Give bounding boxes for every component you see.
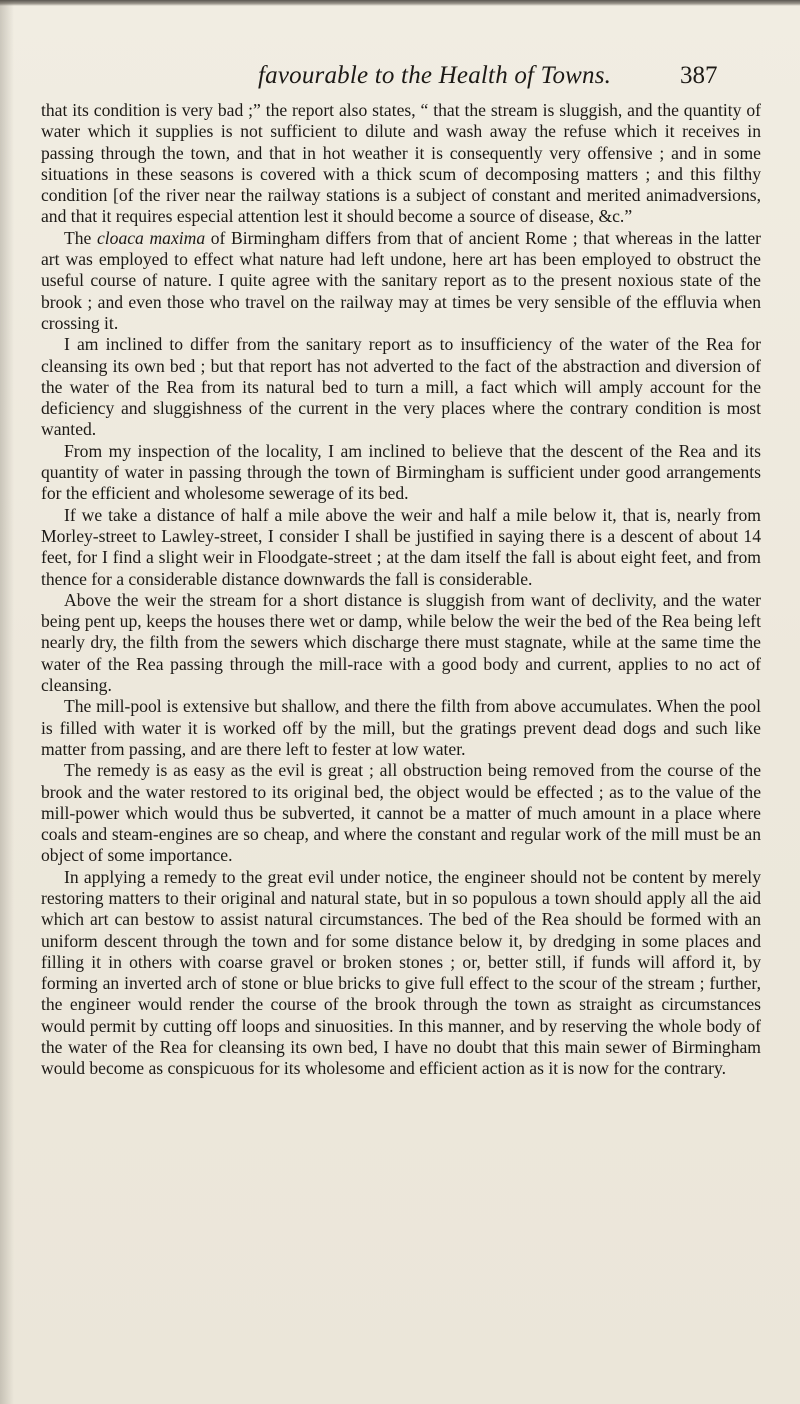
latin-phrase: cloaca maxima [96, 227, 206, 248]
paragraph: If we take a distance of half a mile above the weir and half a mile below it, that is, nearly from Morley-street to Lawley-street, I consider I shall be justified in saying there is a descent of about 14 feet, for I find a slight weir in Floodgate-street ; at the dam itself the fall is about eight feet, and from thence for a considerable distance downwards the fall is considerable. [41, 504, 761, 589]
binding-shadow [0, 0, 14, 1404]
paragraph: that its condition is very bad ;” the report also states, “ that the stream is sluggish, and the quantity of water which it supplies is not sufficient to dilute and wash away the refuse which it receives in passing through the town, and that in hot weather it is consequently very offensive ; and in some situations in these seasons is covered with a thick scum of decomposing matters ; and this filthy condition [of the river near the railway stations is a subject of constant and merited animadversions, and that it requires especial attention lest it should become a source of disease, &c.” [41, 100, 761, 227]
paragraph: Above the weir the stream for a short distance is sluggish from want of declivity, and the water being pent up, keeps the houses there wet or damp, while below the weir the bed of the Rea being left nearly dry, the filth from the sewers which discharge there must stagnate, while at the same time the water of the Rea passing through the mill-race with a good body and current, applies to no act of cleansing. [41, 589, 761, 696]
page-header [0, 62, 800, 96]
paragraph: The cloaca maxima of Birmingham differs from that of ancient Rome ; that whereas in the latter art was employed to effect what nature had left undone, here art has been employed to obstruct the useful course of nature. I quite agree with the sanitary report as to the present noxious state of the brook ; and even those who travel on the railway may at times be very sensible of the effluvia when crossing it. [41, 227, 761, 333]
body-text [41, 100, 761, 1080]
paragraph: From my inspection of the locality, I am inclined to believe that the descent of the Rea and its quantity of water in passing through the town of Birmingham is sufficient under good arrangements for the efficient and wholesome sewerage of its bed. [41, 440, 761, 504]
page-top-edge [0, 0, 800, 6]
running-title: favourable to the Health of Towns. [258, 62, 612, 89]
paragraph: In applying a remedy to the great evil under notice, the engineer should not be content by merely restoring matters to their original and natural state, but in so populous a town should apply all the aid which art can bestow to assist natural circumstances. The bed of the Rea should be formed with an uniform descent through the town and for some distance below it, by dredging in some places and filling it in others with coarse gravel or broken stones ; or, better still, if funds will afford it, by forming an inverted arch of stone or blue bricks to give full effect to the scour of the stream ; further, the engineer would render the course of the brook through the town as straight as circumstances would permit by cutting off loops and sinuosities. In this manner, and by reserving the whole body of the water of the Rea for cleansing its own bed, I have no doubt that this main sewer of Birmingham would become as conspicuous for its wholesome and efficient action as it is now for the contrary. [41, 866, 761, 1079]
paragraph: I am inclined to differ from the sanitary report as to insufficiency of the water of the Rea for cleansing its own bed ; but that report has not adverted to the fact of the abstraction and diversion of the water of the Rea from its natural bed to turn a mill, a fact which will amply account for the deficiency and sluggishness of the current in the very places where the contrary condition is most wanted. [41, 334, 761, 440]
paragraph: The mill-pool is extensive but shallow, and there the filth from above accumulates. When the pool is filled with water it is worked off by the mill, but the gratings prevent dead dogs and such like matter from passing, and are there left to fester at low water. [41, 696, 761, 759]
paragraph: The remedy is as easy as the evil is great ; all obstruction being removed from the course of the brook and the water restored to its original bed, the object would be effected ; as to the value of the mill-power which would thus be subverted, it cannot be a matter of much amount in a place where coals and steam-engines are so cheap, and where the constant and regular work of the mill must be an object of some importance. [41, 760, 761, 866]
page-number: 387 [680, 62, 718, 89]
